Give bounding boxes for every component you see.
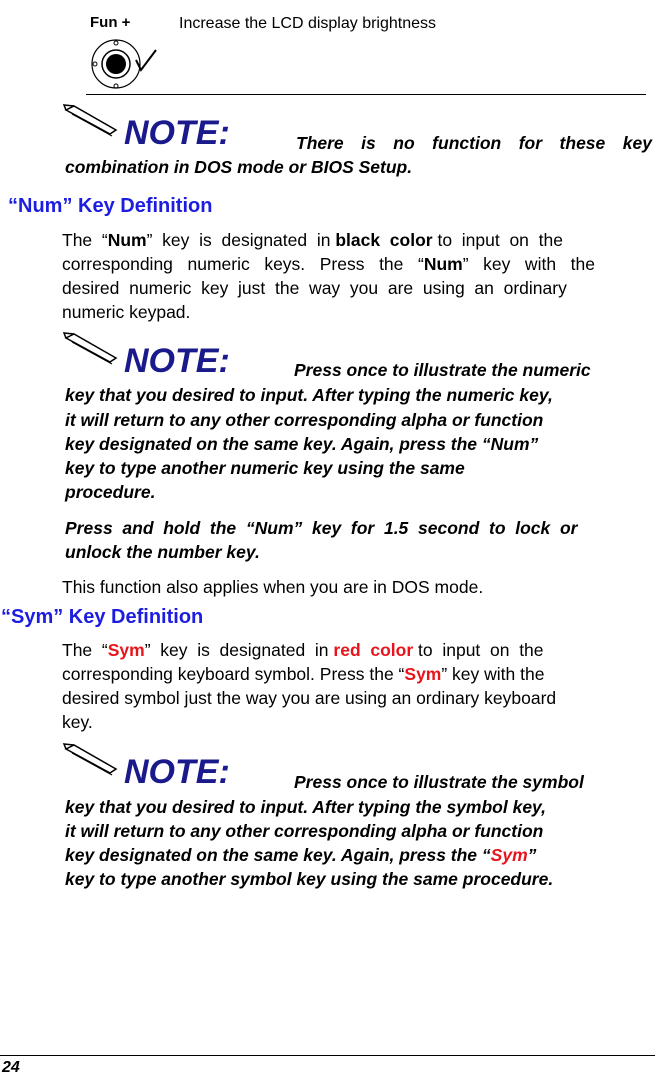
num-para-line2: corresponding numeric keys. Press the “Num” key with the bbox=[62, 254, 595, 274]
note-logo-text: NOTE: bbox=[124, 114, 230, 152]
note2-line3: it will return to any other corresponding alpha or function bbox=[65, 410, 544, 430]
note2-line5: key to type another numeric key using the same bbox=[65, 458, 465, 478]
page-number: 24 bbox=[2, 1059, 20, 1076]
num-para-line4: numeric keypad. bbox=[62, 302, 191, 322]
note2-line4: key designated on the same key. Again, press the “Num” bbox=[65, 434, 539, 454]
note-logo-text: NOTE: bbox=[124, 342, 230, 380]
note3-line5: key to type another symbol key using the same procedure. bbox=[65, 869, 554, 889]
note3-line3: it will return to any other corresponding alpha or function bbox=[65, 821, 544, 841]
sym-para-line2: corresponding keyboard symbol. Press the “Sym” key with the bbox=[62, 664, 545, 684]
note3-line4: key designated on the same key. Again, press the “Sym” bbox=[65, 845, 537, 865]
sym-heading: “Sym” Key Definition bbox=[1, 606, 204, 628]
note2-hold-line1: Press and hold the “Num” key for 1.5 second to lock or bbox=[65, 518, 578, 538]
footer-divider bbox=[0, 1055, 655, 1056]
note1-line1: There is no function for these key bbox=[296, 133, 652, 153]
note2-line2: key that you desired to input. After typing the numeric key, bbox=[65, 385, 553, 405]
note-logo-icon bbox=[62, 741, 242, 791]
dos-note: This function also applies when you are in DOS mode. bbox=[62, 577, 484, 597]
note-logo-icon bbox=[62, 330, 242, 380]
note-logo-icon bbox=[62, 102, 242, 152]
note2-line1: Press once to illustrate the numeric bbox=[294, 360, 591, 380]
note3-line1: Press once to illustrate the symbol bbox=[294, 772, 584, 792]
sym-para-line3: desired symbol just the way you are using an ordinary keyboard bbox=[62, 688, 557, 708]
num-para-line3: desired numeric key just the way you are using an ordinary bbox=[62, 278, 567, 298]
fun-key-description: Increase the LCD display brightness bbox=[179, 15, 437, 32]
note1-line2: combination in DOS mode or BIOS Setup. bbox=[65, 157, 413, 177]
note-logo-text: NOTE: bbox=[124, 753, 230, 791]
note2-hold-line2: unlock the number key. bbox=[65, 542, 260, 562]
note3-line2: key that you desired to input. After typing the symbol key, bbox=[65, 797, 547, 817]
brightness-knob-icon bbox=[86, 36, 158, 96]
sym-para-line4: key. bbox=[62, 712, 93, 732]
num-heading: “Num” Key Definition bbox=[8, 195, 213, 217]
num-para-line1: The “Num” key is designated in black color to input on the bbox=[62, 230, 563, 250]
sym-para-line1: The “Sym” key is designated in red color to input on the bbox=[62, 640, 544, 660]
top-divider bbox=[86, 94, 646, 95]
note2-line6: procedure. bbox=[65, 482, 156, 502]
fun-key-label: Fun + bbox=[90, 14, 131, 31]
